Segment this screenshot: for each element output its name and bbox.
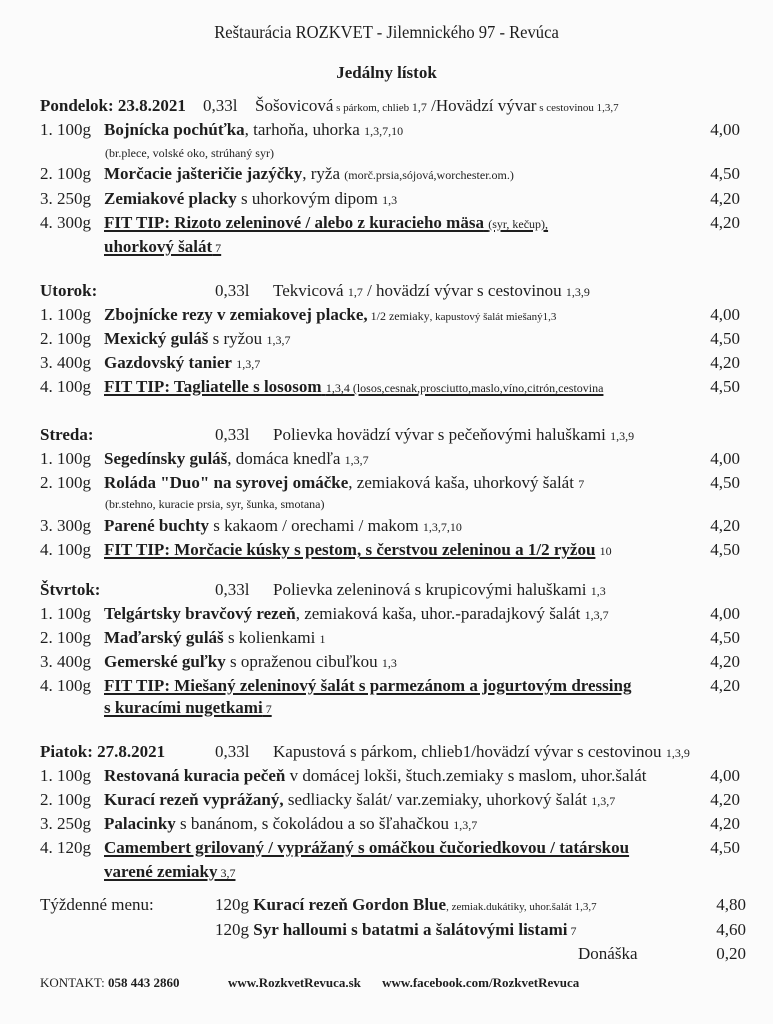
day-header-thursday: Štvrtok: 0,33l Polievka zeleninová s krupicovými haluškami 1,3 (40, 580, 606, 599)
menu-item: 2. 100g Morčacie jašteričie jazýčky, ryža (morč.prsia,sójová,worchester.om.) 4,50 (40, 164, 740, 183)
delivery-label: Donáška (578, 944, 638, 963)
menu-item-fit-tip: 4. 100g FIT TIP: Morčacie kúsky s pestom, s čerstvou zeleninou a 1/2 ryžou 10 4,50 (40, 540, 740, 559)
weekly-item: 120g Syr halloumi s batatmi a šalátovými listami 7 (215, 920, 577, 939)
day-header-wednesday: Streda: 0,33l Polievka hovädzí vývar s pečeňovými haluškami 1,3,9 (40, 425, 635, 444)
price: 4,50 (710, 540, 740, 559)
weekly-menu-label: Týždenné menu: (40, 895, 154, 914)
contact-footer (40, 975, 597, 991)
price: 4,50 (710, 164, 740, 183)
price: 4,00 (710, 766, 740, 785)
price: 4,00 (710, 120, 740, 139)
price: 4,00 (710, 604, 740, 623)
price: 4,20 (710, 353, 740, 372)
menu-title: Jedálny lístok (336, 63, 437, 82)
menu-item-fit-tip: 4. 300g FIT TIP: Rizoto zeleninové / alebo z kuracieho mäsa (syr, kečup), 4,20 (40, 213, 740, 232)
price: 4,20 (710, 652, 740, 671)
price: 4,50 (710, 628, 740, 647)
price: 4,00 (710, 305, 740, 324)
facebook-link[interactable]: www.facebook.com/RozkvetRevuca (382, 975, 580, 990)
menu-item: 3. 250g Palacinky s banánom, s čokoládou a so šľahačkou 1,3,7 4,20 (40, 814, 740, 833)
price: 4,20 (710, 814, 740, 833)
menu-item: 2. 100g Mexický guláš s ryžou 1,3,7 4,50 (40, 329, 740, 348)
menu-item-fit-tip: 4. 100g FIT TIP: Miešaný zeleninový šalát s parmezánom a jogurtovým dressing 4,20 (40, 676, 740, 695)
soup-volume: 0,33l (203, 96, 238, 115)
day-header-monday (40, 96, 760, 120)
menu-item: 2. 100g Kurací rezeň vyprážaný, sedliacky šalát/ var.zemiaky, uhorkový šalát 1,3,7 4,20 (40, 790, 740, 809)
item-ingredients: (br.plece, volské oko, strúhaný syr) (105, 146, 274, 160)
price: 4,20 (710, 676, 740, 695)
price: 4,20 (710, 189, 740, 208)
item-ingredients: (br.stehno, kuracie prsia, syr, šunka, smotana) (105, 497, 325, 511)
menu-item: 3. 300g Parené buchty s kakaom / orechami / makom 1,3,7,10 4,20 (40, 516, 740, 535)
price: 4,20 (710, 790, 740, 809)
menu-item: 1. 100g Telgártsky bravčový rezeň, zemiaková kaša, uhor.-paradajkový šalát 1,3,7 4,00 (40, 604, 740, 623)
menu-item: 1. 100g Bojnícka pochúťka, tarhoňa, uhorka 1,3,7,10 4,00 (40, 120, 740, 139)
restaurant-header: Reštaurácia ROZKVET - Jilemnického 97 - Revúca (214, 22, 559, 42)
price: 4,80 (716, 895, 746, 914)
weekly-item: 120g Kurací rezeň Gordon Blue, zemiak.dukátiky, uhor.šalát 1,3,7 (215, 895, 597, 914)
menu-item: 3. 250g Zemiakové placky s uhorkovým dipom 1,3 4,20 (40, 189, 740, 208)
item-continuation: varené zemiaky 3,7 (104, 862, 236, 881)
price: 4,50 (710, 473, 740, 492)
price: 4,50 (710, 377, 740, 396)
website-link[interactable]: www.RozkvetRevuca.sk (228, 975, 361, 990)
price: 4,20 (710, 213, 740, 232)
delivery-price: 0,20 (716, 944, 746, 963)
soup-description: Šošovicová s párkom, chlieb 1,7 /Hovädzí vývar s cestovinou 1,3,7 (255, 96, 619, 115)
day-header-tuesday: Utorok: 0,33l Tekvicová 1,7 / hovädzí vývar s cestovinou 1,3,9 (40, 281, 590, 300)
price: 4,20 (710, 516, 740, 535)
price: 4,50 (710, 838, 740, 857)
item-continuation: s kuracími nugetkami 7 (104, 698, 272, 717)
price: 4,60 (716, 920, 746, 939)
price: 4,50 (710, 329, 740, 348)
menu-item: 4. 120g Camembert grilovaný / vyprážaný s omáčkou čučoriedkovou / tatárskou 4,50 (40, 838, 740, 857)
menu-item: 1. 100g Segedínsky guláš, domáca knedľa 1,3,7 4,00 (40, 449, 740, 468)
price: 4,00 (710, 449, 740, 468)
phone-number[interactable]: 058 443 2860 (108, 975, 180, 990)
menu-item: 2. 100g Maďarský guláš s kolienkami 1 4,50 (40, 628, 740, 647)
item-continuation: uhorkový šalát 7 (104, 237, 222, 256)
menu-item-fit-tip: 4. 100g FIT TIP: Tagliatelle s lososom 1,3,4 (losos,cesnak,prosciutto,maslo,víno,citrón,cestovina 4,50 (40, 377, 740, 396)
menu-item: 2. 100g Roláda "Duo" na syrovej omáčke, zemiaková kaša, uhorkový šalát 7 4,50 (40, 473, 740, 492)
menu-item: 3. 400g Gazdovský tanier 1,3,7 4,20 (40, 353, 740, 372)
menu-item: 3. 400g Gemerské guľky s opraženou cibuľkou 1,3 4,20 (40, 652, 740, 671)
day-label: Pondelok: 23.8.2021 (40, 96, 186, 115)
day-header-friday: Piatok: 27.8.2021 0,33l Kapustová s párkom, chlieb1/hovädzí vývar s cestovinou 1,3,9 (40, 742, 690, 761)
menu-item: 1. 100g Zbojnícke rezy v zemiakovej placke, 1/2 zemiaky, kapustový šalát miešaný1,3 4,00 (40, 305, 740, 324)
contact-label: KONTAKT: (40, 975, 108, 990)
menu-item: 1. 100g Restovaná kuracia pečeň v domácej lokši, štuch.zemiaky s maslom, uhor.šalát 4,00 (40, 766, 740, 785)
